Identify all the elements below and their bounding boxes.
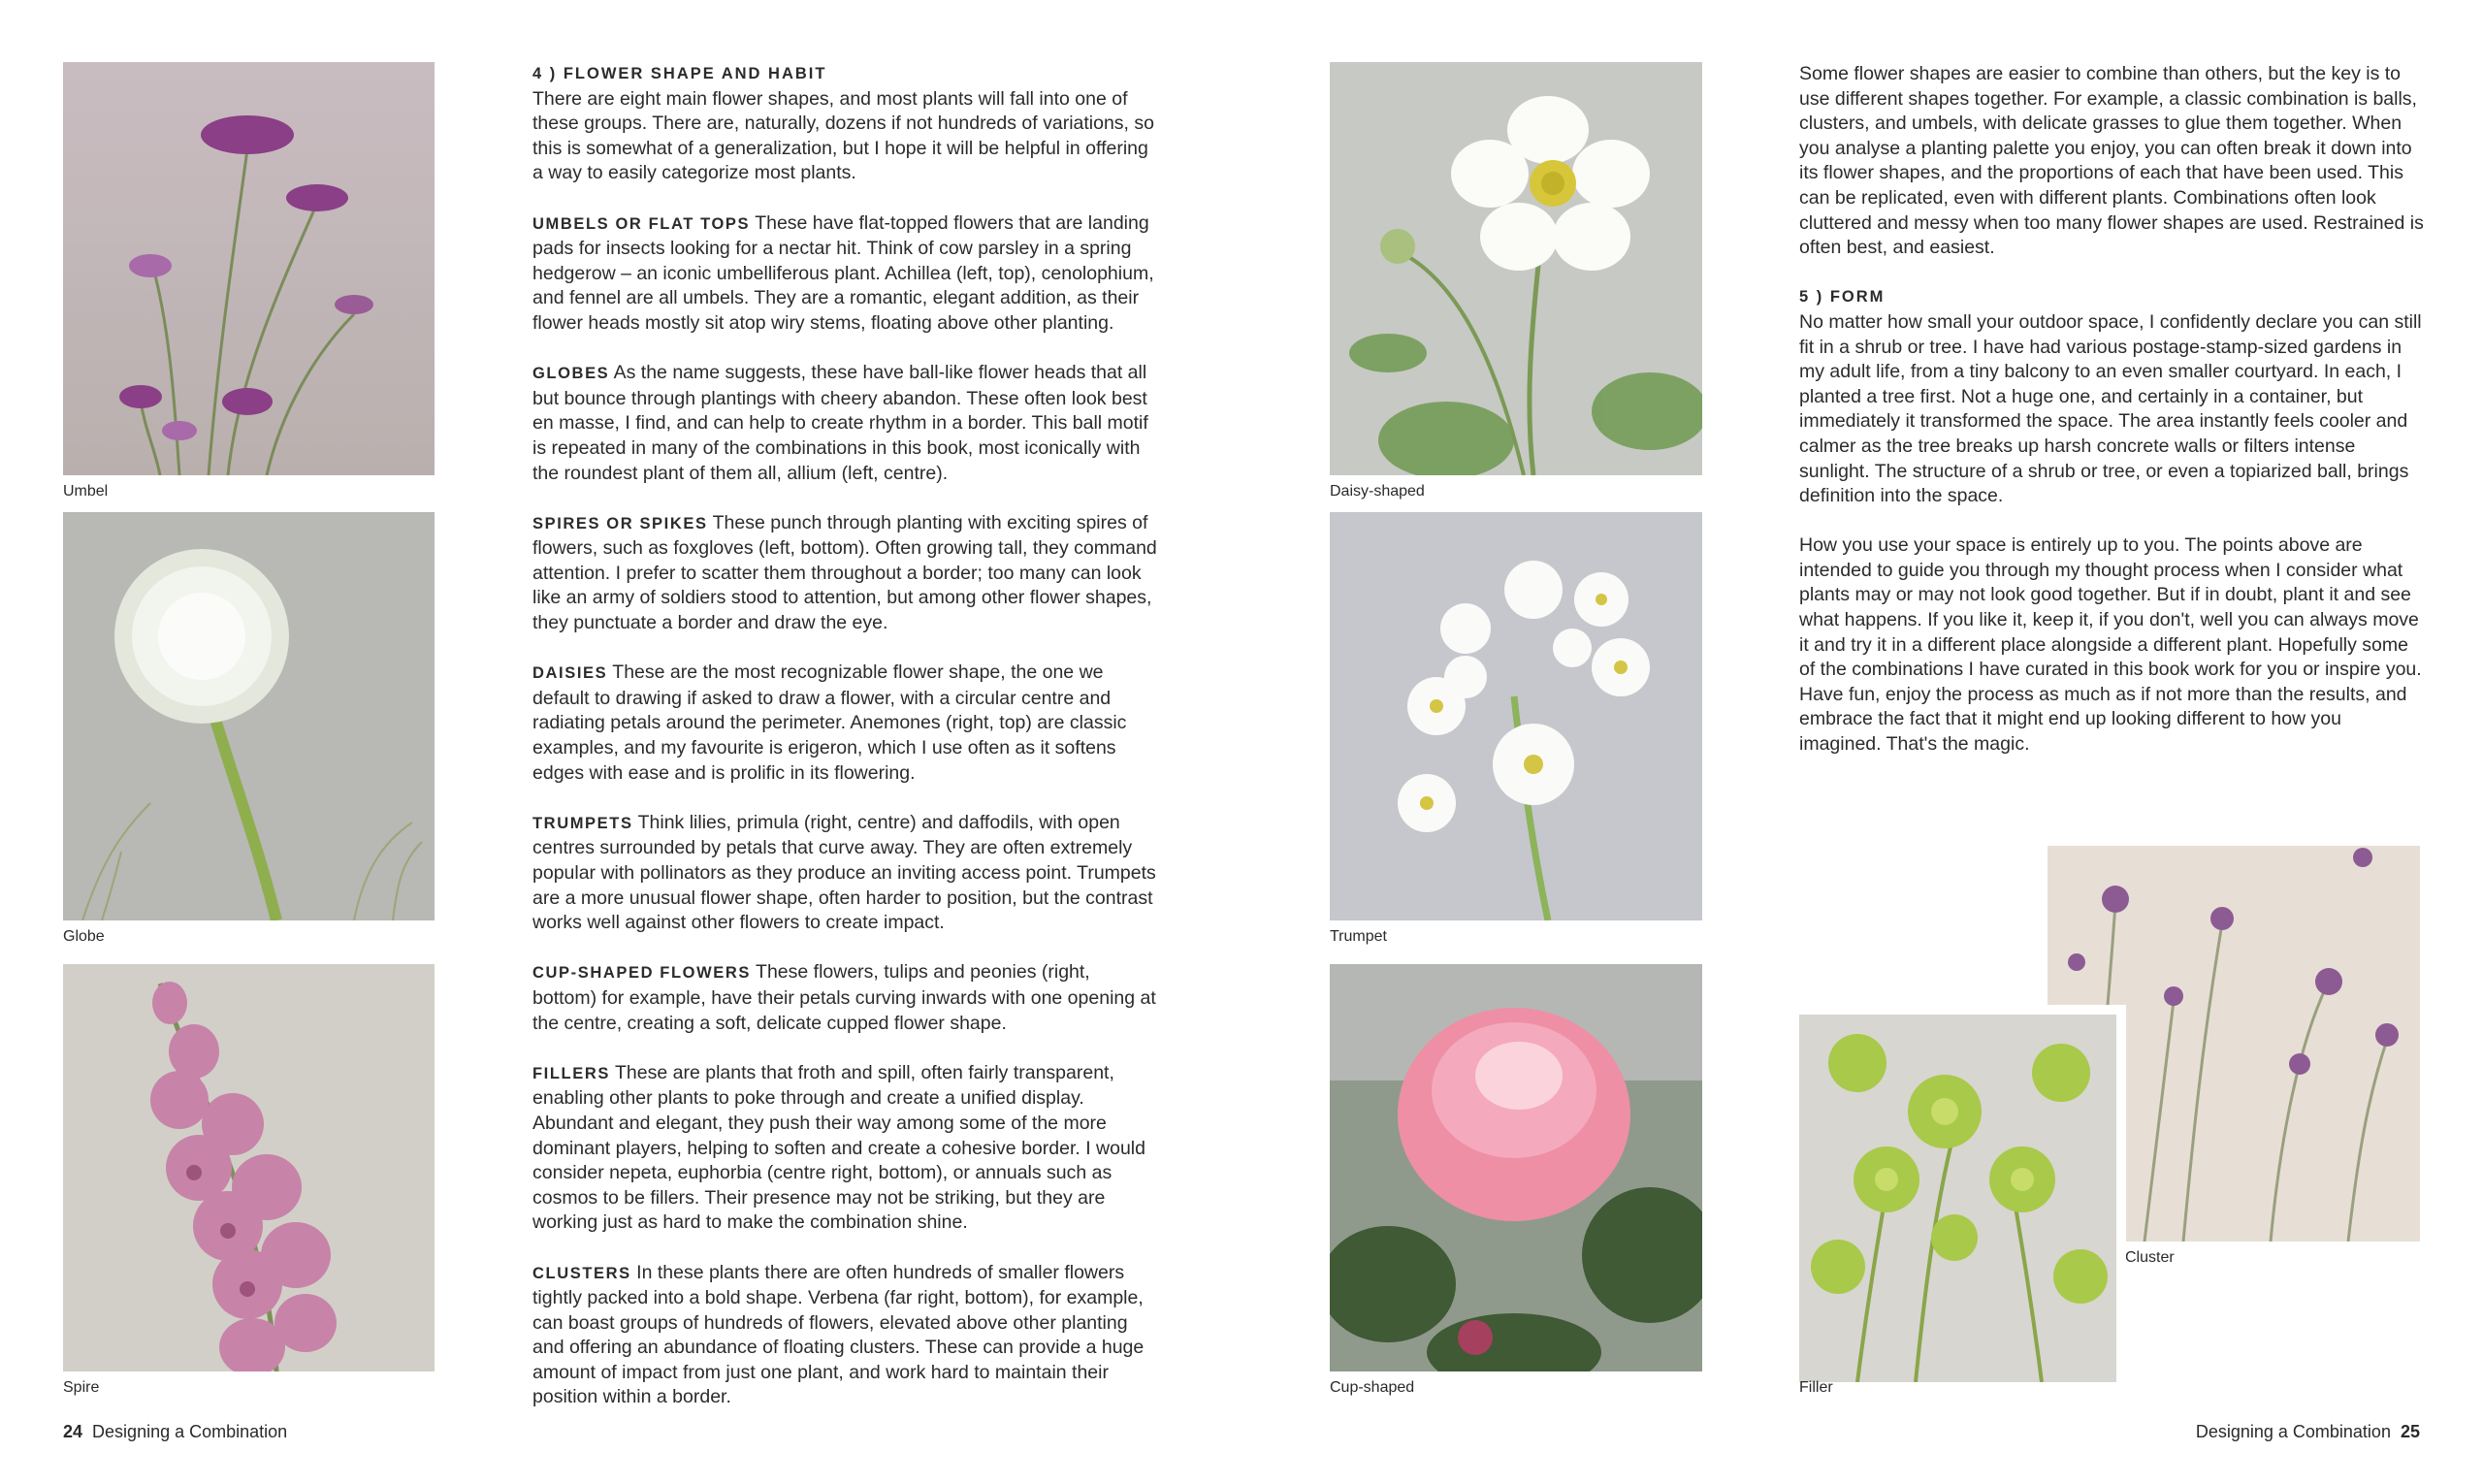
shape-text: These flowers, tulips and peonies (right, bottom) for example, have their petals curving inwards with one opening at the centre, creating a soft, delicate cupped flower shape. <box>532 961 1156 1034</box>
shape-paragraph-fillers <box>532 1061 1158 1236</box>
right-folio <box>2196 1422 2420 1442</box>
section-heading-flower-shape: 4 ) FLOWER SHAPE AND HABIT <box>532 65 827 82</box>
shape-text: In these plants there are often hundreds of smaller flowers tightly packed into a bold shape. Verbena (far right, bottom), for example, can boast groups of hundreds of flowers, elevated above other planting and offering an abundance of floating clusters. These can provide a huge amount of impact from just one plant, and work hard to maintain their position within a border. <box>532 1261 1145 1408</box>
shape-combination-paragraph: Some flower shapes are easier to combine than others, but the key is to use different shapes together. For example, a classic combination is balls, clusters, and umbels, with delicate grasses to glue them together. When you analyse a planting palette you enjoy, you can often break it down into its flower shapes, and the proportions of each that have been used. This can be replicated, even with different plants. Combinations often look cluttered and messy when too many flower shapes are used. Restrained is often best, and easiest. <box>1799 63 2424 259</box>
flower-shape-intro <box>532 62 1158 186</box>
globe-photo <box>63 512 435 920</box>
closing-paragraph: How you use your space is entirely up to you. The points above are intended to guide you through my thought process when I consider what plants may or may not look good together. But if in doubt, plant it and see what happens. If you like it, keep it, if you don't, well you can always move it and try it in a different place alongside a different plant. Hopefully some of the combinations I have curated in this book work for you or inspire you. Have fun, enjoy the process as much as if not more than the results, and embrace the fact that it might end up looking different to how you imagined. That's the magic. <box>1799 534 2422 756</box>
cup-shaped-photo <box>1330 964 1702 1371</box>
shape-lead: FILLERS <box>532 1064 610 1082</box>
shape-paragraph-daisies <box>532 661 1158 786</box>
shape-text: These have flat-topped flowers that are landing pads for insects looking for a nectar hit. Think of cow parsley in a spring hedgerow – an iconic umbelliferous plant. Achillea (left, top), cenolophium, and fennel are all umbels. They are a romantic, elegant addition, as their flower heads mostly sit atop wiry stems, floating above other planting. <box>532 211 1154 334</box>
form-section <box>1799 285 2425 508</box>
shape-paragraph-clusters <box>532 1261 1158 1411</box>
umbel-caption: Umbel <box>63 483 109 500</box>
spire-caption: Spire <box>63 1379 100 1396</box>
shape-paragraph-cup-shaped <box>532 960 1158 1036</box>
shape-lead: GLOBES <box>532 365 610 383</box>
shape-text: These punch through planting with exciting spires of flowers, such as foxgloves (left, bottom). Often growing tall, they command attention. I prefer to scatter them throughout a border; too many can look like an army of soldiers stood to attention, but among other flower shapes, they punctuate a border and draw the eye. <box>532 511 1157 634</box>
filler-photo <box>1799 1005 2126 1382</box>
page-number: 24 <box>63 1422 83 1441</box>
left-text-column <box>532 62 1158 1436</box>
intro-text: There are eight main flower shapes, and most plants will fall into one of these groups. There are, naturally, dozens if not hundreds of variations, so this is somewhat of a generalization, but I hope it will be helpful in offering a way to easily categorize most plants. <box>532 87 1154 184</box>
cup-shaped-caption: Cup-shaped <box>1330 1379 1415 1396</box>
form-text: No matter how small your outdoor space, I confidently declare you can still fit in a shrub or tree. I have had various postage-stamp-sized gardens in my adult life, from a tiny balcony to an even smaller courtyard. In each, I planted a tree first. Not a huge one, and certainly in a container, but immediately it transformed the space. The area instantly feels cooler and calmer as the tree breaks up harsh concrete walls or filters intense sunlight. The structure of a shrub or tree, or even a topiarized ball, brings definition into the space. <box>1799 310 2422 507</box>
trumpet-caption: Trumpet <box>1330 928 1387 945</box>
left-folio <box>63 1422 287 1442</box>
umbel-photo <box>63 62 435 475</box>
filler-caption: Filler <box>1799 1379 1833 1396</box>
spire-photo <box>63 964 435 1371</box>
running-title: Designing a Combination <box>2195 1422 2391 1441</box>
shape-paragraph-spires <box>532 511 1158 636</box>
trumpet-photo <box>1330 512 1702 920</box>
shape-lead: TRUMPETS <box>532 814 633 832</box>
cluster-caption: Cluster <box>2125 1249 2175 1266</box>
shape-text: These are the most recognizable flower shape, the one we default to drawing if asked to draw a flower, with a circular centre and radiating petals around the perimeter. Anemones (right, top) are classic examples, and my favourite is erigeron, which I use often as it softens edges with ease and is prolific in its flowering. <box>532 661 1127 784</box>
page-number: 25 <box>2400 1422 2420 1441</box>
shape-paragraph-umbels <box>532 211 1158 337</box>
daisy-caption: Daisy-shaped <box>1330 483 1425 500</box>
shape-lead: CLUSTERS <box>532 1264 631 1282</box>
shape-paragraph-trumpets <box>532 811 1158 936</box>
shape-paragraph-globes <box>532 361 1158 486</box>
shape-lead: SPIRES OR SPIKES <box>532 514 708 532</box>
running-title: Designing a Combination <box>92 1422 288 1441</box>
section-heading-form: 5 ) FORM <box>1799 288 1886 306</box>
shape-text: These are plants that froth and spill, often fairly transparent, enabling other plants to poke through and create a unified display. Abundant and elegant, they push their way among some of the more dominant players, helping to soften and create a cohesive border. I would consider nepeta, euphorbia (centre right, bottom), or annuals such as cosmos to be fillers. Their presence may not be striking, but they are working just as hard to make the combination shine. <box>532 1061 1145 1234</box>
right-text-column <box>1799 62 2425 782</box>
shape-text: As the name suggests, these have ball-like flower heads that all but bounce through plantings with cheery abandon. These often look best en masse, I find, and can help to create rhythm in a border. This ball motif is repeated in many of the combinations in this book, most iconically with the roundest plant of them all, allium (left, centre). <box>532 362 1148 484</box>
globe-caption: Globe <box>63 928 105 945</box>
shape-lead: CUP-SHAPED FLOWERS <box>532 964 751 983</box>
shape-lead: UMBELS OR FLAT TOPS <box>532 214 751 233</box>
daisy-photo <box>1330 62 1702 475</box>
shape-text: Think lilies, primula (right, centre) and daffodils, with open centres surrounded by petals that curve away. They are often extremely popular with pollinators as they produce an inviting access point. Trumpets are a more unusual flower shape, often harder to position, but the contrast works well against other flowers to create impact. <box>532 811 1156 934</box>
shape-lead: DAISIES <box>532 664 608 683</box>
